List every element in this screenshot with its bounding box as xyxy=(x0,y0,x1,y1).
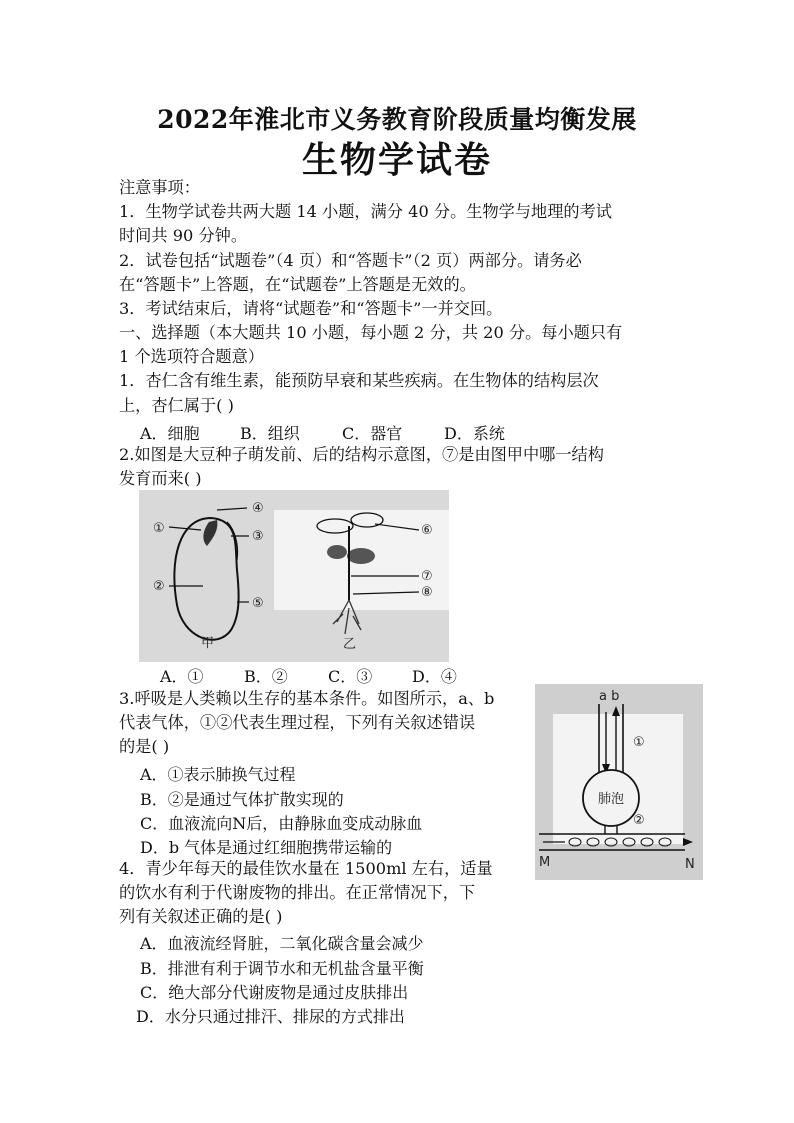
q2-option-a: A．① xyxy=(160,667,204,686)
notice-item3: 3．考试结束后，请将“试题卷”和“答题卡”一并交回。 xyxy=(119,299,503,318)
seed-label-5: ⑤ xyxy=(252,596,264,611)
q3-alveolus-figure xyxy=(535,684,703,880)
q4-stem-line2: 的饮水有利于代谢废物的排出。在正常情况下，下 xyxy=(119,883,476,902)
q4-option-b: B．排泄有利于调节水和无机盐含量平衡 xyxy=(140,959,424,978)
section1-heading-line1: 一、选择题（本大题共 10 小题，每小题 2 分，共 20 分。每小题只有 xyxy=(119,323,623,342)
vessel-label-m: M xyxy=(539,855,551,870)
q1-option-a: A．细胞 xyxy=(140,424,200,443)
seedling-cotyledon-left xyxy=(327,545,347,559)
q2-option-b: B．② xyxy=(244,667,288,686)
notice-heading: 注意事项： xyxy=(119,178,200,197)
gas-labels: a b xyxy=(599,689,620,704)
seed-label-2: ② xyxy=(153,579,165,594)
q1-option-c: C．器官 xyxy=(342,424,403,443)
seed-label-4: ④ xyxy=(252,501,264,516)
seedling-cotyledon-right xyxy=(347,548,375,564)
notice-item1-line1: 1．生物学试卷共两大题 14 小题，满分 40 分。生物学与地理的考试 xyxy=(119,202,612,221)
seed-label-7: ⑦ xyxy=(421,569,433,584)
q4-stem-line1: 4．青少年每天的最佳饮水量在 1500ml 左右，适量 xyxy=(119,859,493,878)
q2-stem-line2: 发育而来( ) xyxy=(119,469,202,488)
process-label-2: ② xyxy=(633,813,645,828)
q4-option-a: A．血液流经肾脏，二氧化碳含量会减少 xyxy=(140,934,424,953)
seed-label-1: ① xyxy=(153,521,165,536)
notice-item2-line2: 在“答题卡”上答题，在“试题卷”上答题是无效的。 xyxy=(119,275,476,294)
seed-caption-left: 甲 xyxy=(201,636,215,651)
seed-label-6: ⑥ xyxy=(421,523,433,538)
q1-stem-line1: 1．杏仁含有维生素，能预防早衰和某些疾病。在生物体的结构层次 xyxy=(119,371,599,390)
q2-stem-line1: 2.如图是大豆种子萌发前、后的结构示意图，⑦是由图甲中哪一结构 xyxy=(119,445,604,464)
q3-option-a: A．①表示肺换气过程 xyxy=(140,765,296,784)
q1-option-b: B．组织 xyxy=(240,424,300,443)
q3-stem-line3: 的是( ) xyxy=(119,737,170,756)
process-label-1: ① xyxy=(633,735,645,750)
exam-title: 生物学试卷 xyxy=(301,139,492,181)
q2-option-d: D．④ xyxy=(412,667,457,686)
seed-label-8: ⑧ xyxy=(421,585,433,600)
q2-seed-figure xyxy=(139,490,449,662)
q2-option-c: C．③ xyxy=(328,667,373,686)
notice-item2-line1: 2．试卷包括“试题卷”（4 页）和“答题卡”（2 页）两部分。请务必 xyxy=(119,251,582,270)
q3-stem-line2: 代表气体，①②代表生理过程，下列有关叙述错误 xyxy=(119,713,476,732)
seed-label-3: ③ xyxy=(252,529,264,544)
q4-option-d: D．水分只通过排汗、排尿的方式排出 xyxy=(136,1007,405,1026)
q1-option-d: D．系统 xyxy=(444,424,505,443)
seed-caption-right: 乙 xyxy=(343,637,357,652)
q3-option-b: B．②是通过气体扩散实现的 xyxy=(140,790,344,809)
q4-option-c: C．绝大部分代谢废物是通过皮肤排出 xyxy=(140,983,409,1002)
q3-option-d: D．b 气体是通过红细胞携带运输的 xyxy=(140,838,393,857)
q1-stem-line2: 上，杏仁属于( ) xyxy=(119,396,234,415)
vessel-label-n: N xyxy=(685,857,695,872)
q4-stem-line3: 列有关叙述正确的是( ) xyxy=(119,907,283,926)
alveolus-label: 肺泡 xyxy=(598,792,625,807)
q3-option-c: C．血液流向N后，由静脉血变成动脉血 xyxy=(140,814,423,833)
exam-header-line1: 2022年淮北市义务教育阶段质量均衡发展 xyxy=(157,105,637,134)
notice-item1-line2: 时间共 90 分钟。 xyxy=(119,226,248,245)
section1-heading-line2: 1 个选项符合题意） xyxy=(119,347,264,366)
q3-stem-line1: 3.呼吸是人类赖以生存的基本条件。如图所示，a、b xyxy=(119,689,495,708)
